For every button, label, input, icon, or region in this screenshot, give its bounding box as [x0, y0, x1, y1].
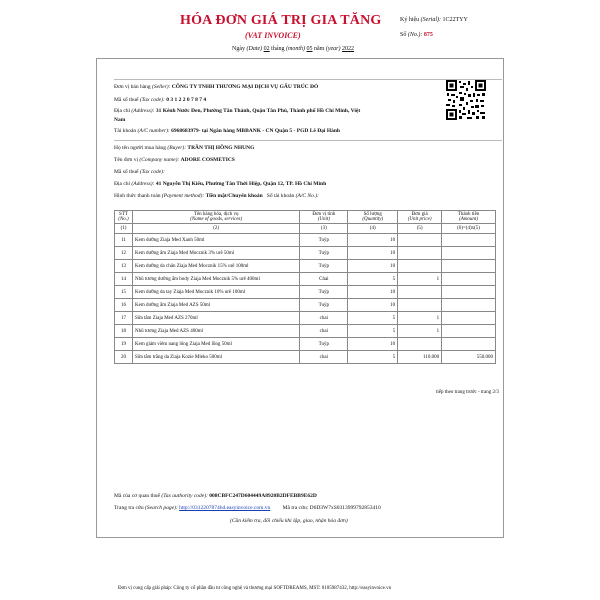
row-number: 16 — [115, 299, 133, 312]
invoice-number: 875 — [423, 32, 433, 38]
seller-name: CÔNG TY TNHH THƯƠNG MẠI DỊCH VỤ GẤU TRÚC ĐỎ — [171, 84, 319, 90]
seller-address: 31 Kênh Nước Đen, Phường Tân Thành, Quận Tân Phú, Thành phố Hồ Chí Minh, Việt — [155, 108, 361, 114]
item-unit: Tuýp — [300, 234, 348, 247]
item-name: Sữa tắm Ziaja Med AZS 270ml — [132, 312, 299, 325]
buyer-address-line: Địa chỉ (Address): 41 Nguyễn Thị Kiểu, Phường Tân Thới Hiệp, Quận 12, TP. Hồ Chí Minh — [114, 181, 327, 187]
divider — [114, 79, 502, 80]
item-price: 1 — [398, 273, 442, 286]
item-amount — [442, 234, 496, 247]
table-row — [115, 351, 496, 364]
table-row — [115, 234, 496, 247]
item-price: 1 — [398, 312, 442, 325]
invoice-title: HÓA ĐƠN GIÁ TRỊ GIA TĂNG — [180, 13, 382, 28]
item-name: Kem giảm viêm nang lông Ziaja Med lồng 50ml — [132, 338, 299, 351]
item-price: 110.000 — [398, 351, 442, 364]
item-name: Kem dưỡng Ziaja Med Xanh 50ml — [132, 234, 299, 247]
item-price — [398, 299, 442, 312]
item-name: Kem dưỡng ẩm Ziaja Med AZS 50ml — [132, 299, 299, 312]
row-number: 20 — [115, 351, 133, 364]
buyer-tax-line: Mã số thuế (Tax code): — [114, 169, 165, 175]
table-row — [115, 325, 496, 338]
invoice-date: Ngày (Date) 02 tháng (month) 05 năm (year) 2022 — [232, 46, 355, 52]
seller-account-line: Tài khoản (A/C number): 6968683979- tại Ngân hàng MBBANK - CN Quận 5 - PGD Lê Đại Hành — [114, 128, 340, 134]
item-quantity: 10 — [348, 286, 398, 299]
item-unit: Chai — [300, 273, 348, 286]
item-quantity: 5 — [348, 273, 398, 286]
table-row — [115, 260, 496, 273]
row-number: 13 — [115, 260, 133, 273]
item-amount — [442, 299, 496, 312]
item-name: Kem dưỡng ẩm Ziaja Med Mocznik 3% urê 50ml — [132, 247, 299, 260]
table-row — [115, 247, 496, 260]
table-row — [115, 299, 496, 312]
item-price — [398, 286, 442, 299]
item-amount — [442, 325, 496, 338]
item-unit: Tuýp — [300, 247, 348, 260]
lookup-link[interactable]: http://0312207874hd.easyinvoice.com.vn — [179, 505, 271, 511]
serial-line: Ký hiệu (Serial): 1C22TYY — [400, 17, 468, 23]
row-number: 11 — [115, 234, 133, 247]
item-amount — [442, 338, 496, 351]
item-unit: chai — [300, 312, 348, 325]
item-unit: Tuýp — [300, 260, 348, 273]
item-price — [398, 234, 442, 247]
item-amount: 550.000 — [442, 351, 496, 364]
date-year: 2022 — [342, 46, 355, 52]
seller-tax-line: Mã số thuế (Tax code): 0 3 1 2 2 0 7 8 7 4 — [114, 97, 207, 103]
item-amount — [442, 312, 496, 325]
item-price — [398, 260, 442, 273]
row-number: 14 — [115, 273, 133, 286]
table-header-row — [115, 211, 496, 224]
item-amount — [442, 286, 496, 299]
divider — [114, 140, 502, 141]
item-unit: Tuýp — [300, 299, 348, 312]
item-quantity: 5 — [348, 351, 398, 364]
item-quantity: 10 — [348, 247, 398, 260]
authority-code: 008CBFC247D604449A8920B2DFEBB9E62D — [209, 493, 317, 499]
item-unit: chai — [300, 351, 348, 364]
buyer-company-line: Tên đơn vị (Company name): ADORE COSMETICS — [114, 157, 235, 163]
item-quantity: 10 — [348, 234, 398, 247]
item-quantity: 5 — [348, 325, 398, 338]
item-amount — [442, 247, 496, 260]
buyer-name: TRẦN THỊ HỒNG NHUNG — [187, 145, 255, 151]
lookup-code: D6D3W7xS031399979285341​0 — [309, 505, 381, 511]
serial-value: 1C22TYY — [442, 17, 468, 23]
item-unit: Tuýp — [300, 286, 348, 299]
column-header: Đơn giá (Unit price) — [398, 211, 442, 224]
continued-note: tiếp theo trang trước - trang 2/3 — [436, 390, 499, 395]
item-quantity: 10 — [348, 338, 398, 351]
seller-name-line: Đơn vị bán hàng (Seller): CÔNG TY TNHH THƯƠNG MẠI DỊCH VỤ GẤU TRÚC ĐỎ — [114, 84, 319, 90]
seller-address-line-2: Nam — [114, 117, 126, 123]
item-amount — [442, 273, 496, 286]
item-price: 1 — [398, 325, 442, 338]
item-name: Kem dưỡng da chân Ziaja Med Mocznik 15% urê 100ml — [132, 260, 299, 273]
item-name: Kem dưỡng da tay Ziaja Med Mocznik 10% urê 100ml — [132, 286, 299, 299]
provider-note: Đơn vị cung cấp giải pháp: Công ty cổ phần đầu tư công nghệ và thương mại SOFTDREAMS, MST: 0105987432, http://easyinvoice.vn — [118, 586, 392, 591]
buyer-name-line: Họ tên người mua hàng (Buyer): TRẦN THỊ HỒNG NHUNG — [114, 145, 255, 151]
verify-note: (Cần kiểm tra, đối chiếu khi lập, giao, nhận hóa đơn) — [230, 518, 348, 524]
authority-line: Mã của cơ quan thuế (Tax authority code): 008CBFC247D604449A8920B2DFEBB9E62D — [114, 493, 317, 499]
table-row — [115, 273, 496, 286]
seller-tax: 0 3 1 2 2 0 7 8 7 4 — [166, 97, 207, 103]
table-row — [115, 286, 496, 299]
item-price — [398, 247, 442, 260]
table-row — [115, 338, 496, 351]
item-quantity: 10 — [348, 260, 398, 273]
item-amount — [442, 260, 496, 273]
row-number: 12 — [115, 247, 133, 260]
payment-method: Tiền mặt/Chuyển khoản — [205, 193, 263, 199]
index-row: (1) (2) (3) (4) (5) (6)=(4)x(5) — [115, 224, 496, 234]
item-name: Nhũ tương Ziaja Med AZS 400ml — [132, 325, 299, 338]
date-day: 02 — [263, 46, 270, 52]
column-header: Số lượng (Quantity) — [348, 211, 398, 224]
table-row — [115, 312, 496, 325]
items-table — [114, 210, 496, 364]
row-number: 17 — [115, 312, 133, 325]
item-name: Nhũ tương dưỡng ẩm body Ziaja Med Mocznik 5% urê 400ml — [132, 273, 299, 286]
item-quantity: 10 — [348, 299, 398, 312]
row-number: 18 — [115, 325, 133, 338]
row-number: 15 — [115, 286, 133, 299]
column-header: STT (No.) — [115, 211, 133, 224]
number-line: Số (No.): 875 — [400, 32, 433, 38]
seller-address-line: Địa chỉ (Address): 31 Kênh Nước Đen, Phường Tân Thành, Quận Tân Phú, Thành phố Hồ Chí Minh, Việt — [114, 108, 361, 114]
item-unit: Tuýp — [300, 338, 348, 351]
column-header: Thành tiền (Amount) — [442, 211, 496, 224]
item-name: Sữa tắm trắng da Ziaja Kozie Mleko 500ml — [132, 351, 299, 364]
lookup-line: Trang tra cứu (Search page): http://0312207874hd.easyinvoice.com.vn Mã tra cứu: D6D3W7xS031399979285341​0 — [114, 505, 381, 511]
buyer-company: ADORE COSMETICS — [180, 157, 235, 163]
item-unit: chai — [300, 325, 348, 338]
seller-account: 6968683979- tại Ngân hàng MBBANK - CN Quận 5 - PGD Lê Đại Hành — [171, 128, 340, 134]
item-price — [398, 338, 442, 351]
column-header: Tên hàng hóa, dịch vụ (Name of goods, services) — [132, 211, 299, 224]
date-month: 05 — [306, 46, 313, 52]
payment-line: Hình thức thanh toán (Payment method): Tiền mặt/Chuyển khoản Số tài khoản (A/C No.): — [114, 193, 319, 199]
item-quantity: 5 — [348, 312, 398, 325]
row-number: 19 — [115, 338, 133, 351]
invoice-subtitle: (VAT INVOICE) — [245, 31, 301, 40]
column-header: Đơn vị tính (Unit) — [300, 211, 348, 224]
qr-code-icon — [446, 80, 486, 120]
buyer-address: 41 Nguyễn Thị Kiểu, Phường Tân Thới Hiệp, Quận 12, TP. Hồ Chí Minh — [155, 181, 327, 187]
